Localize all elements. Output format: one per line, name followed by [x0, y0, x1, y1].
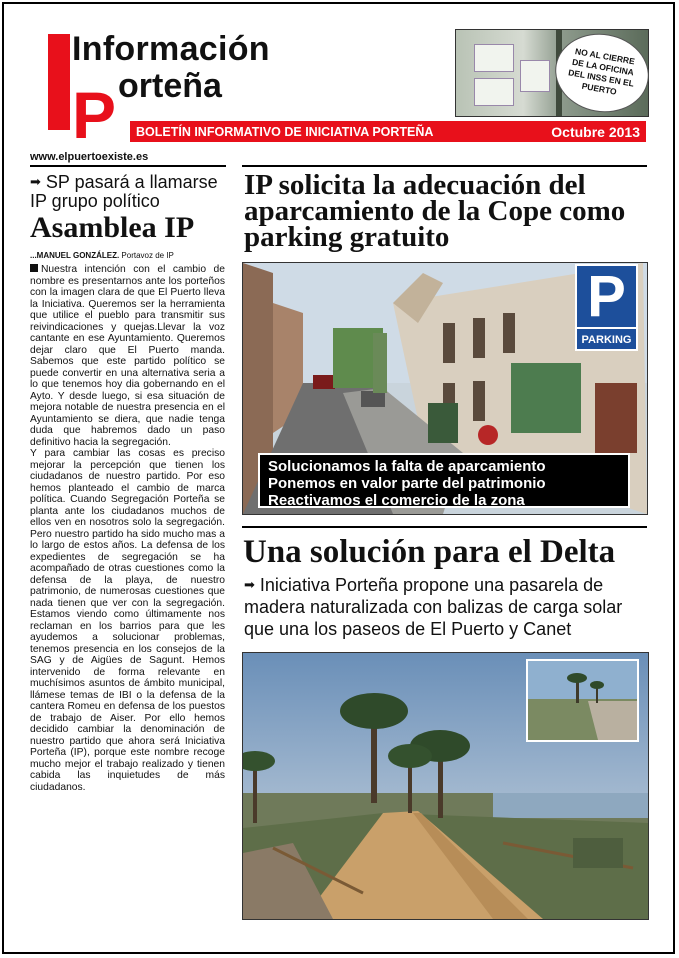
logo-line-2: orteña — [118, 67, 222, 105]
paragraph-1 — [30, 264, 225, 448]
byline-role: Portavoz de IP — [121, 251, 174, 260]
article2-lead-text: Iniciativa Porteña propone una pasarela de madera naturalizada con balizas de carga solar que una los paseos de El Puerto y Canet — [244, 575, 623, 639]
caption-line-1: Solucionamos la falta de aparcamiento — [268, 458, 546, 475]
inss-caption-text: NO AL CIERRE DE LA OFICINA DEL INSS EN EL PUERTO — [567, 46, 636, 97]
article2-top-rule — [242, 526, 647, 528]
website-url: www.elpuertoexiste.es — [30, 151, 149, 163]
logo-line-1: Información — [72, 30, 270, 68]
banner-date: Octubre 2013 — [551, 123, 640, 140]
parking-sign-letter: P — [575, 264, 638, 329]
byline — [30, 251, 174, 260]
logo-red-bar — [48, 34, 70, 130]
delta-inset-photo — [526, 659, 639, 742]
article2-lead — [244, 574, 650, 640]
subheading — [30, 172, 230, 211]
parking-sign-label: PARKING — [575, 329, 638, 351]
parking-sign — [575, 264, 638, 354]
subheading-text: SP pasará a llamarse IP grupo político — [30, 172, 218, 211]
article1-headline: IP solicita la adecuación del aparcamiento de la Cope como parking gratuito — [244, 169, 626, 253]
masthead-banner — [130, 121, 646, 142]
paragraph-1-text: Nuestra intención con el cambio de nombre es presentarnos ante los porteños con la imagen clara de que El Puerto lleva la Iniciativa. Queremos ser la herramienta que utilice el pueblo para transmitir sus reivindicaciones y quejas.Llevar la voz cantante en ese Ayuntamiento. Queremos dejar claro que El Puerto manda. Sabemos que este partido político se puede convertir en una alternativa seria a lo que tenemos hoy dia gobernando en el Ayto. Y desde luego, si esa situación de mejora notable de nuestra presencia en el Ayuntamiento se diera, que nadie tenga duda que habremos dado un paso definitivo hacia la segregación. — [30, 264, 225, 448]
byline-author: ...MANUEL GONZÁLEZ. — [30, 251, 120, 260]
left-article-title: Asamblea IP — [30, 211, 195, 244]
right-top-rule — [242, 165, 647, 167]
caption-line-3: Reactivamos el comercio de la zona — [268, 492, 525, 509]
article1-caption — [258, 453, 630, 508]
arrow-right-icon: ➡ — [30, 174, 41, 189]
left-top-rule — [30, 165, 226, 167]
paragraph-2: Y para cambiar las cosas es preciso mejorar la percepción que tienen los ciudadanos de nuestro partido. Por eso hemos planteado el cambio de marca política. Cuando Segregación Porteña se planta ante los ciudadanos muchos de ellos ven en nosotros solo la segregación. Pero nuestro partido ha sido mucho mas a lo largo de estos años. La defensa de los expedientes de segregación se ha acompañado de otras cuestiones como la defensa de la playa, de nuestro patrimonio, de numerosas cuestiones que nada tienen que ver con la segregación. Estamos viendo como últimamente nos reclaman en los barrios para que les ayudemos a solucionar problemas, tenemos presencia en los consejos de la SAG y de Aigües de Sagunt. Hemos intervenido de forma relevante en muchísimos asuntos de ámbito municipal, llámese temas de IBI o la defensa de la cantera Romeu en defensa de los puestos de trabajo de Aiser. Por ello hemos decidido cambiar la denominación de nuestro partido que ahora será Iniciativa Porteña (IP), porque este nombre recoge mucho mejor el trabajo realizado y tienen cabida las inquietudes de más ciudadanos. — [30, 448, 225, 793]
left-article-body — [30, 264, 225, 793]
arrow-right-icon: ➡ — [244, 577, 255, 592]
article2-headline: Una solución para el Delta — [243, 534, 616, 570]
square-bullet-icon — [30, 264, 38, 272]
banner-text: BOLETÍN INFORMATIVO DE INICIATIVA PORTEÑA — [136, 124, 434, 139]
caption-line-2: Ponemos en valor parte del patrimonio — [268, 475, 546, 492]
logo-letter-p: P — [72, 78, 117, 152]
